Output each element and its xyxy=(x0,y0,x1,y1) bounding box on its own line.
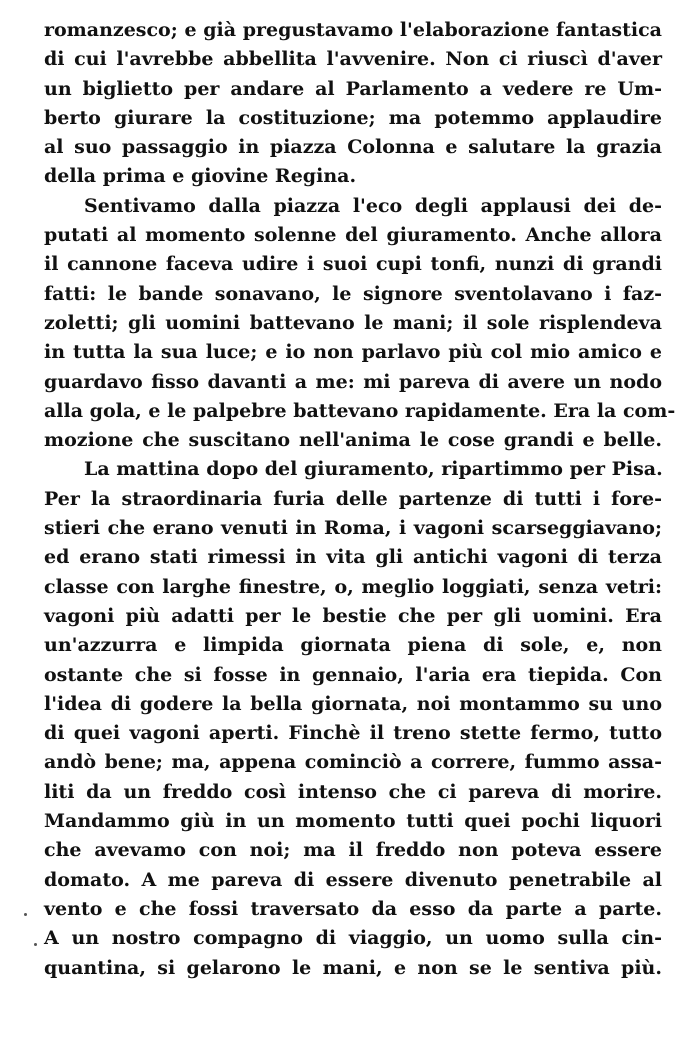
text-line: Sentivamo dalla piazza l'eco degli applausi dei de- xyxy=(84,194,662,217)
text-line: di cui l'avrebbe abbellita l'avvenire. Non ci riuscì d'aver xyxy=(44,48,662,71)
text-line: A un nostro compagno di viaggio, un uomo sulla cin- xyxy=(44,927,662,950)
text-line: di quei vagoni aperti. Finchè il treno stette fermo, tutto xyxy=(44,722,662,745)
text-line: stieri che erano venuti in Roma, i vagoni scarseggiavano; xyxy=(44,517,662,540)
text-line: Per la straordinaria furia delle partenze di tutti i fore- xyxy=(44,487,662,510)
text-line: al suo passaggio in piazza Colonna e salutare la grazia xyxy=(44,136,662,159)
text-line: berto giurare la costituzione; ma potemmo applaudire xyxy=(44,106,662,129)
text-line: ed erano stati rimessi in vita gli antichi vagoni di terza xyxy=(44,546,662,569)
text-line: romanzesco; e già pregustavamo l'elaborazione fantastica xyxy=(44,19,662,41)
text-line: fatti: le bande sonavano, le signore sventolavano i faz- xyxy=(44,282,662,305)
text-line: che avevamo con noi; ma il freddo non poteva essere xyxy=(44,839,662,862)
scan-speck xyxy=(34,943,37,946)
text-line: quantina, si gelarono le mani, e non se le sentiva più. xyxy=(44,956,662,979)
text-line: vento e che fossi traversato da esso da parte a parte. xyxy=(44,897,662,920)
text-line: l'idea di godere la bella giornata, noi montammo su uno xyxy=(44,692,662,715)
text-line: andò bene; ma, appena cominciò a correre, fummo assa- xyxy=(44,751,662,774)
text-line: mozione che suscitano nell'anima le cose grandi e belle. xyxy=(44,429,662,452)
text-line: La mattina dopo del giuramento, ripartimmo per Pisa. xyxy=(84,458,663,481)
text-line: liti da un freddo così intenso che ci pareva di morire. xyxy=(44,780,662,803)
text-line: Mandammo giù in un momento tutti quei pochi liquori xyxy=(44,810,662,833)
text-line: della prima e giovine Regina. xyxy=(44,165,357,188)
scan-speck xyxy=(24,913,27,916)
text-line: domato. A me pareva di essere divenuto penetrabile al xyxy=(44,868,662,891)
text-line: il cannone faceva udire i suoi cupi tonfi, nunzi di grandi xyxy=(44,253,662,276)
text-line: un'azzurra e limpida giornata piena di sole, e, non xyxy=(44,634,662,657)
text-line: zoletti; gli uomini battevano le mani; il sole risplendeva xyxy=(44,311,662,334)
text-line: un biglietto per andare al Parlamento a vedere re Um- xyxy=(44,77,662,100)
text-line: putati al momento solenne del giuramento. Anche allora xyxy=(44,224,662,247)
text-line: guardavo fisso davanti a me: mi pareva di avere un nodo xyxy=(44,370,662,393)
text-line: vagoni più adatti per le bestie che per gli uomini. Era xyxy=(44,604,662,627)
text-line: ostante che si fosse in gennaio, l'aria era tiepida. Con xyxy=(44,663,662,686)
body-text xyxy=(44,16,676,983)
text-line: classe con larghe finestre, o, meglio loggiati, senza vetri: xyxy=(44,575,662,598)
text-line: alla gola, e le palpebre battevano rapidamente. Era la com- xyxy=(44,399,676,422)
text-line: in tutta la sua luce; e io non parlavo più col mio amico e xyxy=(44,341,662,364)
